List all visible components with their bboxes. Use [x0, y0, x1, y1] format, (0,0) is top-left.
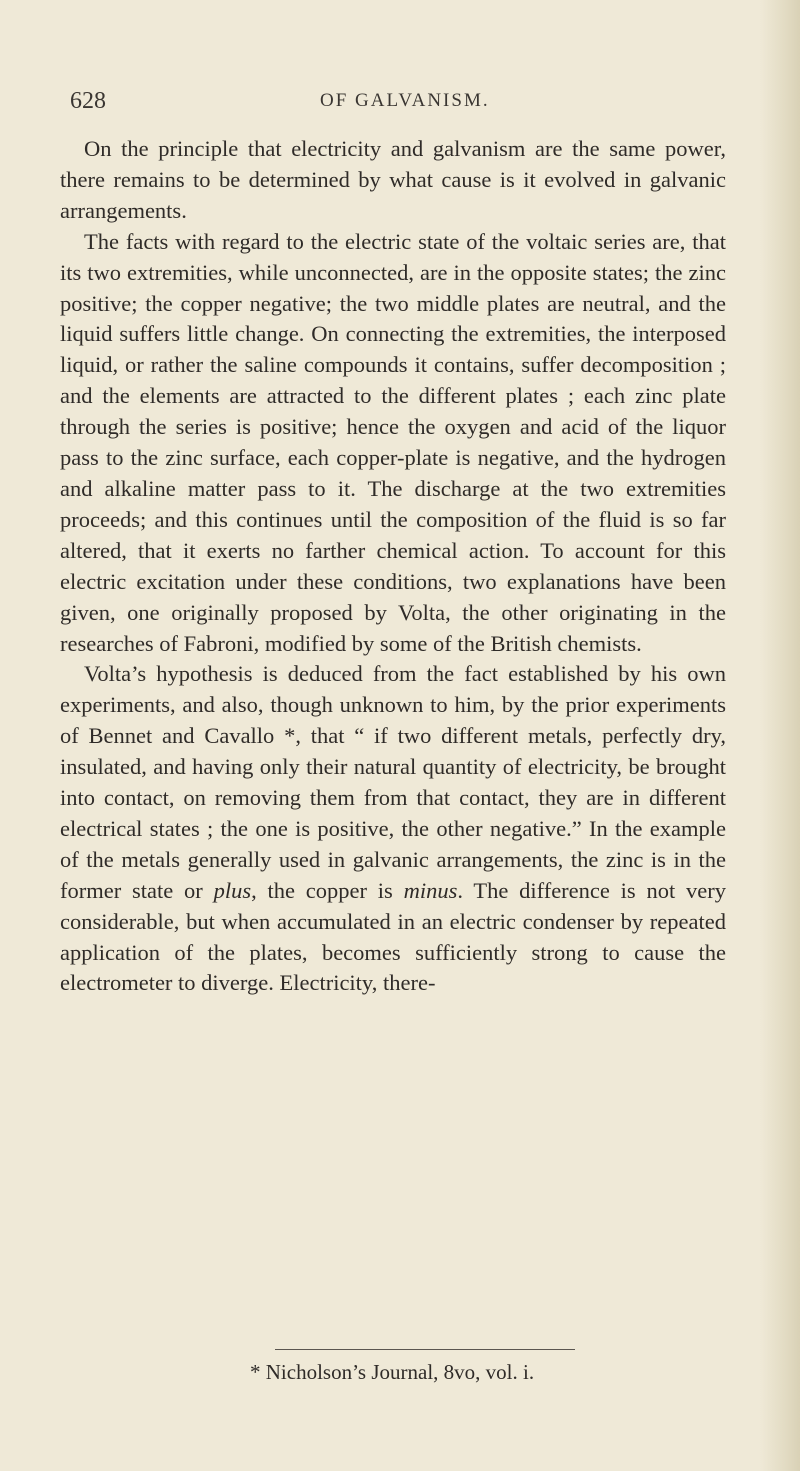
paragraph-2: The facts with regard to the electric state of the voltaic series are, that its two extremities, while unconnected, are in the opposite states; the zinc positive; the copper negative; the two middle plates are neutral, and the liquid suffers little change. On connecting the extremities, the interposed liquid, or rather the saline compounds it contains, suffer decomposition ; and the elements are attracted to the different plates ; each zinc plate through the series is positive; hence the oxygen and acid of the liquor pass to the zinc surface, each copper-plate is negative, and the hydrogen and alkaline matter pass to it. The discharge at the two extremities proceeds; and this continues until the composition of the fluid is so far altered, that it exerts no farther chemical action. To account for this electric excitation under these conditions, two explanations have been given, one originally proposed by Volta, the other originating in the researches of Fabroni, modified by some of the British chemists. [60, 228, 726, 656]
running-title: OF GALVANISM. [320, 90, 490, 111]
page-header [70, 88, 730, 118]
page-edge-shadow [760, 0, 800, 1471]
italic-minus: minus [403, 877, 458, 903]
footnote-rule [275, 1349, 575, 1350]
page-number: 628 [70, 88, 106, 114]
paragraph-3-text-b: , the copper is [251, 877, 404, 903]
footnote: * Nicholson’s Journal, 8vo, vol. i. [250, 1360, 535, 1384]
italic-plus: plus [213, 877, 252, 903]
body-text [60, 134, 726, 999]
paragraph-3-text-c: . The difference is not very considerable, but when accumulated in an electric condenser by repeated application of the plates, becomes sufficiently strong to cause the electrometer to diverge. Electricity, there- [60, 877, 726, 996]
paragraph-1: On the principle that electricity and galvanism are the same power, there remains to be determined by what cause is it evolved in galvanic arrangements. [60, 136, 726, 223]
paragraph-3-text-a: Volta’s hypothesis is deduced from the fact established by his own experiments, and also, though unknown to him, by the prior experiments of Bennet and Cavallo *, that “ if two different metals, perfectly dry, insulated, and having only their natural quantity of electricity, be brought into contact, on removing them from that contact, they are in different electrical states ; the one is positive, the other negative.” In the example of the metals generally used in galvanic arrangements, the zinc is in the former state or [60, 661, 726, 903]
paragraph-3 [60, 659, 726, 999]
